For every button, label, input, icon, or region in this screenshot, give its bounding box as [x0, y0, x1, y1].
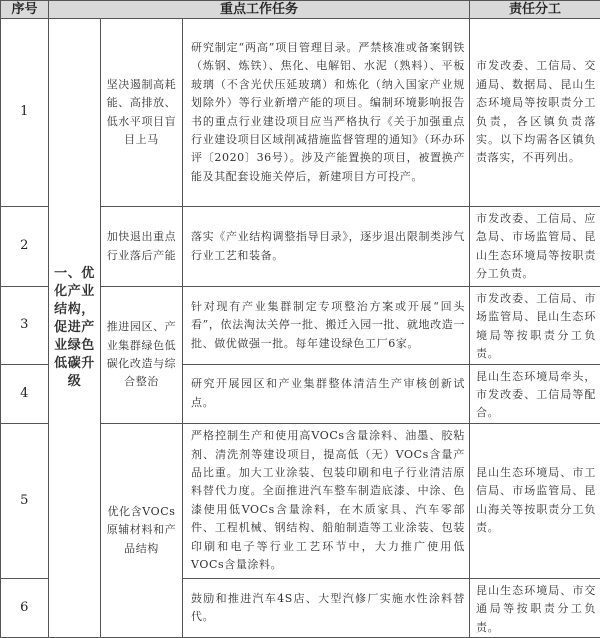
task-content: 研究制定“两高”项目管理目录。严禁核准或备案钢铁（炼钢、炼铁）、焦化、电解铝、水泥（熟料）、平板玻璃（不含光伏压延玻璃）和炼化（纳入国家产业规划除外）等行业新增产能的项目。编制环境影响报告书的重点行业建设项目应当严格执行《关于加强重点行业建设项目区域削减措施监督管理的通知》（环办环评〔2020〕36号）。涉及产能置换的项目，被置换产能及其配套设施关停后，新建项目方可投产。 — [183, 19, 470, 207]
task-title: 推进园区、产业集群绿色低碳化改造与综合整治 — [101, 287, 183, 424]
responsibility: 昆山生态环境局、市工信局、市场监管局、昆山海关等按职责分工负责。 — [470, 423, 600, 578]
responsibility: 市发改委、工信局、交通局、数据局、昆山生态环境局等按职责分工负责，各区镇负责落实。以下均需各区镇负责落实，不再列出。 — [470, 19, 600, 207]
row-number: 2 — [1, 207, 49, 287]
responsibility: 昆山生态环境局、市交通局等按职责分工负责。 — [470, 578, 600, 637]
task-content: 严格控制生产和使用高VOCs含量涂料、油墨、胶粘剂、清洗剂等建设项目，提高低（无）VOCs含量产品比重。加大工业涂装、包装印刷和电子行业清洁原料替代力度。全面推进汽车整车制造底漆、中涂、色漆使用低VOCs含量涂料，在木质家具、汽车零部件、工程机械、钢结构、船舶制造等工业涂装、包装印刷和电子等行业工艺环节中，大力推广使用低VOCs含量涂料。 — [183, 423, 470, 578]
row-number: 5 — [1, 423, 49, 578]
row-number: 4 — [1, 364, 49, 423]
header-task: 重点工作任务 — [49, 1, 470, 19]
task-title: 坚决遏制高耗能、高排放、低水平项目盲目上马 — [101, 19, 183, 207]
row-number: 3 — [1, 287, 49, 365]
task-content: 鼓励和推进汽车4S店、大型汽修厂实施水性涂料替代。 — [183, 578, 470, 637]
row-number: 1 — [1, 19, 49, 207]
table-row — [1, 19, 600, 207]
task-content: 研究开展园区和产业集群整体清洁生产审核创新试点。 — [183, 364, 470, 423]
header-row — [1, 1, 600, 19]
category-cell: 一、优化产业结构，促进产业绿色低碳升级 — [49, 19, 101, 638]
task-content: 针对现有产业集群制定专项整治方案或开展“回头看”，依法淘汰关停一批、搬迁入园一批、就地改造一批、做优做强一批。每年建设绿色工厂6家。 — [183, 287, 470, 365]
header-responsibility: 责任分工 — [470, 1, 600, 19]
row-number: 6 — [1, 578, 49, 637]
task-content: 落实《产业结构调整指导目录》，逐步退出限制类涉气行业工艺和装备。 — [183, 207, 470, 287]
responsibility: 昆山生态环境局牵头，市发改委、工信局等配合。 — [470, 364, 600, 423]
header-number: 序号 — [1, 1, 49, 19]
responsibility: 市发改委、工信局、市场监管局、昆山生态环境局等按职责分工负责。 — [470, 287, 600, 365]
responsibility: 市发改委、工信局、应急局、市场监管局、昆山生态环境局等按职责分工负责。 — [470, 207, 600, 287]
task-title: 加快退出重点行业落后产能 — [101, 207, 183, 287]
task-title: 优化含VOCs原辅材料和产品结构 — [101, 423, 183, 637]
